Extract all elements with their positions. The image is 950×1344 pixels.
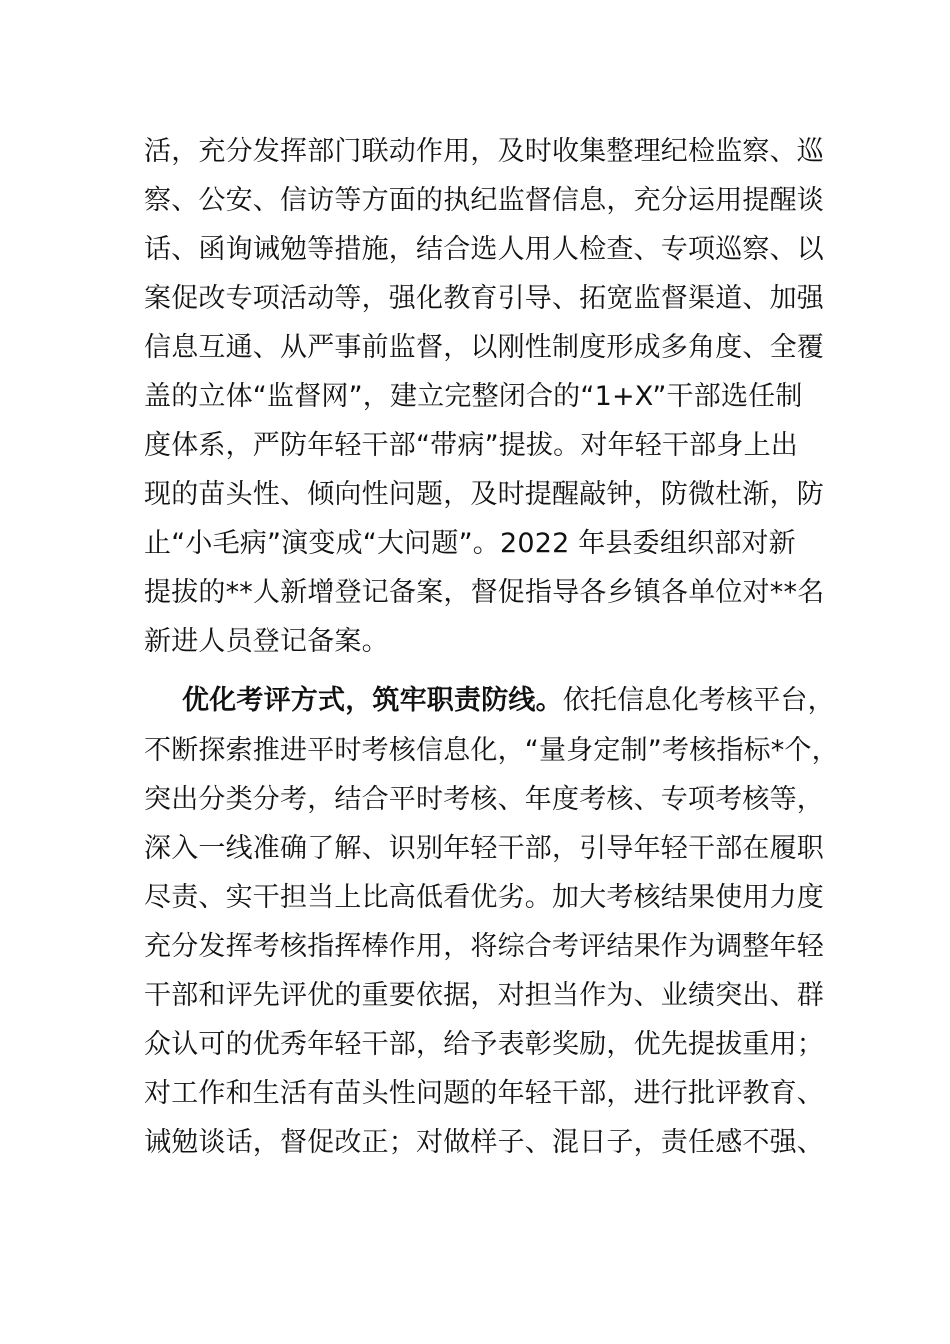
paragraph-1-line-3: 话、函询诫勉等措施，结合选人用人检查、专项巡察、以 (144, 234, 824, 265)
paragraph-2-line-6: 充分发挥考核指挥棒作用，将综合考评结果作为调整年轻 (144, 931, 824, 962)
paragraph-2-line-2: 不断探索推进平时考核信息化，“量身定制”考核指标*个， (144, 735, 839, 766)
paragraph-2-line-7: 干部和评先评优的重要依据，对担当作为、业绩突出、群 (144, 980, 824, 1011)
paragraph-2-line-4: 深入一线准确了解、识别年轻干部，引导年轻干部在履职 (144, 833, 824, 864)
paragraph-1-line-1: 活，充分发挥部门联动作用，及时收集整理纪检监察、巡 (144, 136, 824, 167)
paragraph-2-line-3: 突出分类分考，结合平时考核、年度考核、专项考核等， (144, 784, 824, 815)
paragraph-1-line-4: 案促改专项活动等，强化教育引导、拓宽监督渠道、加强 (144, 283, 824, 314)
paragraph-1-line-9: 止“小毛病”演变成“大问题”。2022 年县委组织部对新 (144, 528, 796, 559)
paragraph-1-line-8: 现的苗头性、倾向性问题，及时提醒敲钟，防微杜渐，防 (144, 479, 824, 510)
paragraph-1-line-10: 提拔的**人新增登记备案，督促指导各乡镇各单位对**名 (144, 577, 825, 608)
paragraph-1-line-6: 盖的立体“监督网”，建立完整闭合的“1+X”干部选任制 (144, 381, 803, 412)
paragraph-2-line-5: 尽责、实干担当上比高低看优劣。加大考核结果使用力度 (144, 882, 824, 913)
paragraph-2-line-9: 对工作和生活有苗头性问题的年轻干部，进行批评教育、 (144, 1078, 824, 1109)
paragraph-2-line-8: 众认可的优秀年轻干部，给予表彰奖励，优先提拔重用； (144, 1029, 824, 1060)
paragraph-1-line-2: 察、公安、信访等方面的执纪监督信息，充分运用提醒谈 (144, 185, 824, 216)
paragraph-1-line-11: 新进人员登记备案。 (144, 626, 389, 657)
paragraph-1-line-5: 信息互通、从严事前监督，以刚性制度形成多角度、全覆 (144, 332, 824, 363)
paragraph-2-first-line-rest: 依托信息化考核平台， (562, 685, 835, 716)
paragraph-2-heading: 优化考评方式，筑牢职责防线。 (182, 685, 563, 716)
paragraph-2-line-1 (182, 685, 835, 717)
paragraph-2-line-10: 诫勉谈话，督促改正；对做样子、混日子，责任感不强、 (144, 1127, 824, 1158)
paragraph-1-line-7: 度体系，严防年轻干部“带病”提拔。对年轻干部身上出 (144, 430, 798, 461)
